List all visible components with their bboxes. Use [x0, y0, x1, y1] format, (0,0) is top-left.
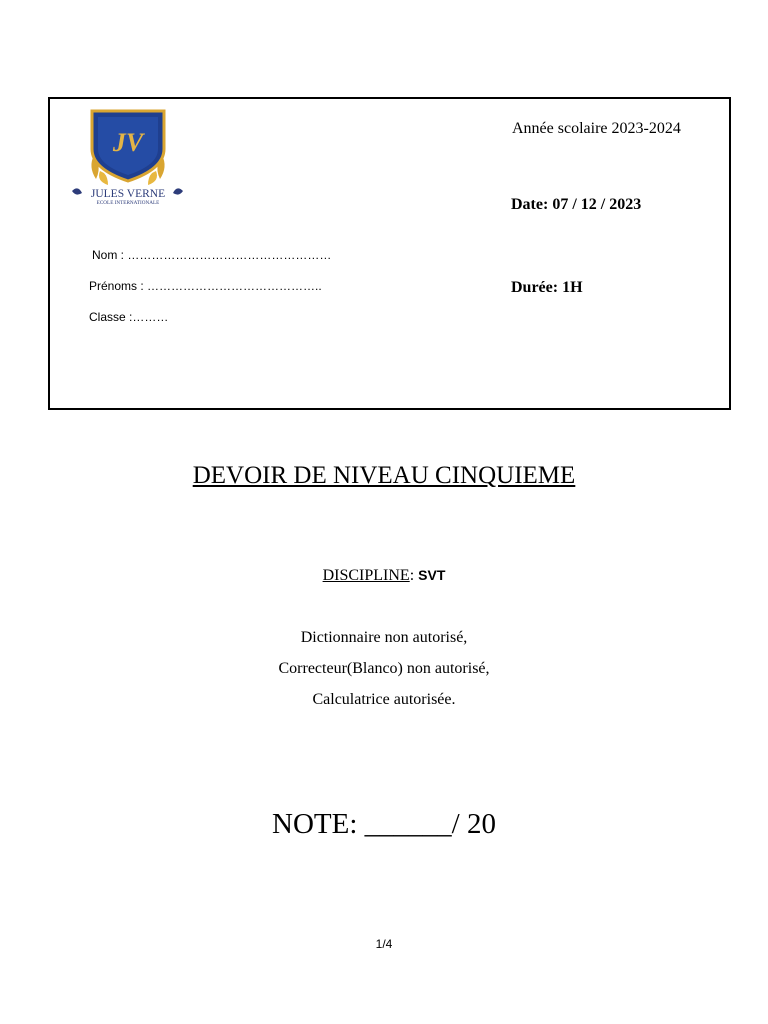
- grade-note: NOTE: ______/ 20: [272, 808, 496, 840]
- school-logo: [70, 105, 185, 205]
- page-title: DEVOIR DE NIVEAU CINQUIEME: [192, 462, 576, 489]
- svg-text:JULES VERNE: JULES VERNE: [90, 188, 166, 200]
- exam-rules: [0, 627, 768, 720]
- page-number: 1/4: [375, 937, 393, 951]
- discipline-label: DISCIPLINE: [322, 567, 410, 584]
- discipline-value: SVT: [418, 567, 446, 583]
- school-year: Année scolaire 2023-2024: [512, 120, 681, 137]
- nom-field: Nom : ……………………………………………: [92, 248, 332, 262]
- discipline-line: [0, 567, 768, 585]
- classe-field: Classe :………: [89, 310, 169, 324]
- rule-item: Dictionnaire non autorisé,: [300, 629, 468, 646]
- rule-item: Correcteur(Blanco) non autorisé,: [278, 660, 490, 677]
- svg-text:JV: JV: [112, 128, 144, 157]
- discipline-separator: :: [409, 567, 419, 584]
- exam-date: Date: 07 / 12 / 2023: [511, 196, 642, 213]
- rule-item: Calculatrice autorisée.: [312, 691, 456, 708]
- prenoms-field: Prénoms : ……………………………………..: [89, 279, 322, 293]
- exam-duration: Durée: 1H: [511, 279, 583, 296]
- svg-text:ECOLE INTERNATIONALE: ECOLE INTERNATIONALE: [96, 200, 160, 205]
- shield-crest-icon: [70, 105, 185, 205]
- header-box: [48, 97, 731, 410]
